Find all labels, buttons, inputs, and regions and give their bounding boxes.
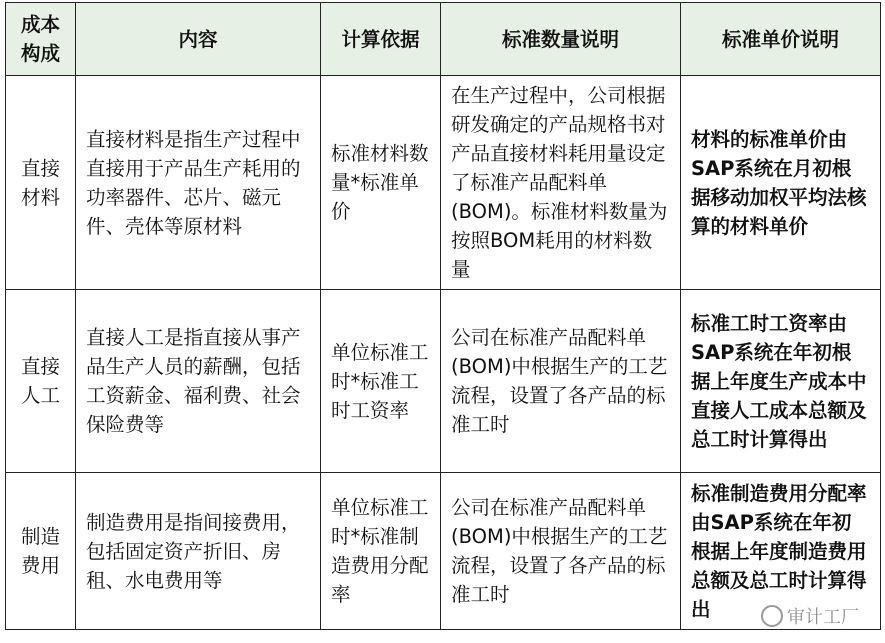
- row-price-desc: 标准工时工资率由SAP系统在年初根据上年度生产成本中直接人工成本总额及总工时计算得出: [681, 290, 881, 473]
- row-qty-desc: 公司在标准产品配料单(BOM)中根据生产的工艺流程，设置了各产品的标准工时: [441, 290, 681, 473]
- watermark: [761, 603, 859, 629]
- table-row: [6, 290, 881, 473]
- row-component: 直接 人工: [6, 290, 76, 473]
- header-cost-component: 成本 构成: [6, 3, 76, 76]
- header-price-desc: 标准单价说明: [681, 3, 881, 76]
- table-row: [6, 76, 881, 290]
- header-row: [6, 3, 881, 76]
- row-component: 制造 费用: [6, 473, 76, 630]
- row-content: 制造费用是指间接费用，包括固定资产折旧、房租、水电费用等: [76, 473, 321, 630]
- row-component: 直接 材料: [6, 76, 76, 290]
- watermark-text: 审计工厂: [787, 607, 859, 628]
- row-content: 直接材料是指生产过程中直接用于产品生产耗用的功率器件、芯片、磁元件、壳体等原材料: [76, 76, 321, 290]
- row-qty-desc: 公司在标准产品配料单(BOM)中根据生产的工艺流程，设置了各产品的标准工时: [441, 473, 681, 630]
- row-qty-desc: 在生产过程中，公司根据研发确定的产品规格书对产品直接材料耗用量设定了标准产品配料单(BOM)。标准材料数量为按照BOM耗用的材料数量: [441, 76, 681, 290]
- header-content: 内容: [76, 3, 321, 76]
- cost-composition-table: [5, 2, 881, 630]
- row-price-desc: 材料的标准单价由SAP系统在月初根据移动加权平均法核算的材料单价: [681, 76, 881, 290]
- row-content: 直接人工是指直接从事产品生产人员的薪酬，包括工资薪金、福利费、社会保险费等: [76, 290, 321, 473]
- wechat-icon: [761, 605, 783, 627]
- row-basis: 单位标准工时*标准制造费用分配率: [321, 473, 441, 630]
- header-qty-desc: 标准数量说明: [441, 3, 681, 76]
- row-basis: 标准材料数量*标准单价: [321, 76, 441, 290]
- header-calc-basis: 计算依据: [321, 3, 441, 76]
- row-basis: 单位标准工时*标准工时工资率: [321, 290, 441, 473]
- row-price-desc: 标准制造费用分配率由SAP系统在年初根据上年度制造费用总额及总工时计算得出: [681, 473, 881, 630]
- table-row: [6, 473, 881, 630]
